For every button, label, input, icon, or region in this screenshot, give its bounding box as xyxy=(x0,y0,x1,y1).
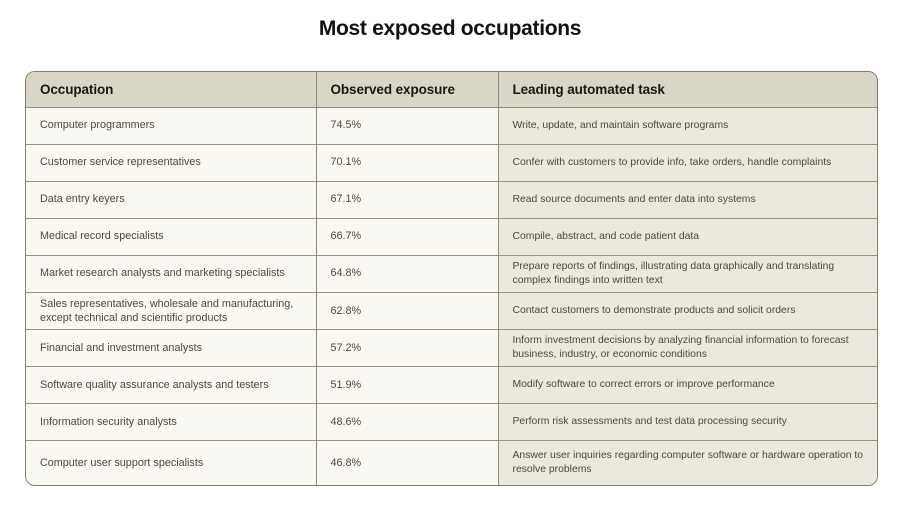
exposure-cell: 57.2% xyxy=(316,330,498,367)
page-title: Most exposed occupations xyxy=(318,17,582,40)
occupation-cell: Financial and investment analysts xyxy=(26,330,316,367)
table-row xyxy=(26,292,878,330)
table-header-row xyxy=(26,72,878,107)
exposure-cell: 74.5% xyxy=(316,107,498,144)
exposure-cell: 67.1% xyxy=(316,181,498,218)
occupation-cell: Customer service representatives xyxy=(26,144,316,181)
occupation-cell: Software quality assurance analysts and testers xyxy=(26,367,316,404)
task-cell: Write, update, and maintain software programs xyxy=(498,107,878,144)
occupation-cell: Medical record specialists xyxy=(26,218,316,255)
occupations-table xyxy=(25,71,878,486)
task-cell: Inform investment decisions by analyzing financial information to forecast business, industry, or economic conditions xyxy=(498,330,878,367)
task-cell: Confer with customers to provide info, take orders, handle complaints xyxy=(498,144,878,181)
occupation-cell: Computer user support specialists xyxy=(26,441,316,485)
occupation-cell: Sales representatives, wholesale and manufacturing, except technical and scientific products xyxy=(26,292,316,330)
task-cell: Modify software to correct errors or improve performance xyxy=(498,367,878,404)
table-row xyxy=(26,218,878,255)
task-cell: Read source documents and enter data into systems xyxy=(498,181,878,218)
header-cell-occupation: Occupation xyxy=(26,72,316,107)
occupation-cell: Information security analysts xyxy=(26,404,316,441)
exposure-cell: 62.8% xyxy=(316,292,498,330)
task-cell: Prepare reports of findings, illustrating data graphically and translating complex findings into written text xyxy=(498,255,878,292)
table-row xyxy=(26,441,878,485)
table-row xyxy=(26,404,878,441)
task-cell: Compile, abstract, and code patient data xyxy=(498,218,878,255)
occupation-cell: Market research analysts and marketing specialists xyxy=(26,255,316,292)
table-row xyxy=(26,144,878,181)
table-row xyxy=(26,367,878,404)
exposure-cell: 66.7% xyxy=(316,218,498,255)
exposure-cell: 46.8% xyxy=(316,441,498,485)
exposure-cell: 64.8% xyxy=(316,255,498,292)
exposure-cell: 70.1% xyxy=(316,144,498,181)
task-cell: Contact customers to demonstrate products and solicit orders xyxy=(498,292,878,330)
exposure-cell: 51.9% xyxy=(316,367,498,404)
table-row xyxy=(26,107,878,144)
table-row xyxy=(26,181,878,218)
exposure-cell: 48.6% xyxy=(316,404,498,441)
table-row xyxy=(26,330,878,367)
table-row xyxy=(26,255,878,292)
occupation-cell: Data entry keyers xyxy=(26,181,316,218)
header-cell-leading-automated-task: Leading automated task xyxy=(498,72,878,107)
occupation-cell: Computer programmers xyxy=(26,107,316,144)
header-cell-observed-exposure: Observed exposure xyxy=(316,72,498,107)
task-cell: Answer user inquiries regarding computer software or hardware operation to resolve problems xyxy=(498,441,878,485)
task-cell: Perform risk assessments and test data processing security xyxy=(498,404,878,441)
